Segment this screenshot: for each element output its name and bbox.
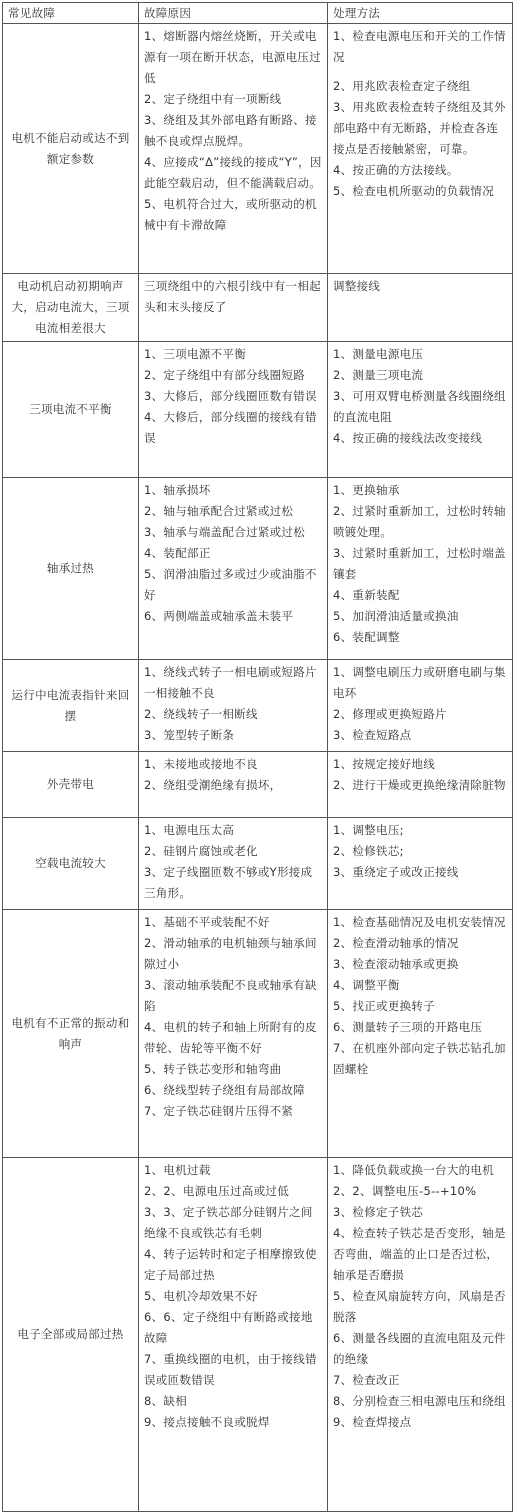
cause-line: 4、大修后，部分线圈的接线有错误 xyxy=(144,410,317,445)
fault-cell: 三项电流不平衡 xyxy=(3,342,139,478)
method-line: 5、检查电机所驱动的负载情况 xyxy=(333,184,495,198)
method-line: 调整接线 xyxy=(333,279,381,293)
table-row xyxy=(3,478,513,660)
table-body xyxy=(3,24,513,1512)
method-line: 6、装配调整 xyxy=(333,630,400,644)
cause-line: 2、滑动轴承的电机轴颈与轴承间隙过小 xyxy=(144,936,317,971)
method-cell xyxy=(328,342,513,478)
method-cell xyxy=(328,274,513,342)
method-cell xyxy=(328,1158,513,1512)
cause-cell xyxy=(139,910,328,1158)
cause-line: 1、三项电源不平衡 xyxy=(144,347,247,361)
method-line: 2、检查滑动轴承的情况 xyxy=(333,936,459,950)
method-line: 6、测量转子三项的开路电压 xyxy=(333,1020,483,1034)
fault-cell: 电机不能启动或达不到额定参数 xyxy=(3,24,139,274)
method-line: 8、分别检查三相电源电压和绕组 xyxy=(333,1394,506,1408)
fault-table xyxy=(2,2,513,1512)
cause-cell xyxy=(139,274,328,342)
fault-cell: 电机有不正常的振动和响声 xyxy=(3,910,139,1158)
cause-cell xyxy=(139,478,328,660)
fault-cell: 电动机启动初期响声大，启动电流大，三项电流相差很大 xyxy=(3,274,139,342)
cause-line: 7、重换线圈的电机，由于接线错误或匝数错误 xyxy=(144,1352,317,1387)
method-cell xyxy=(328,910,513,1158)
cause-cell xyxy=(139,752,328,818)
cause-cell xyxy=(139,1158,328,1512)
method-cell xyxy=(328,818,513,910)
method-line: 2、修理或更换短路片 xyxy=(333,707,447,721)
cause-line: 5、电机冷却效果不好 xyxy=(144,1289,258,1303)
cause-line: 3、笼型转子断条 xyxy=(144,728,235,742)
cause-line: 1、熔断器内熔丝烧断，开关或电源有一项在断开状态，电源电压过低 xyxy=(144,29,321,85)
cause-line: 1、电机过载 xyxy=(144,1163,211,1177)
method-line: 2、进行干燥或更换绝缘清除脏物 xyxy=(333,778,506,792)
blank-line xyxy=(333,68,507,76)
method-line: 1、降低负载或换一台大的电机 xyxy=(333,1163,495,1177)
method-line: 3、检查滚动轴承或更换 xyxy=(333,957,459,971)
cause-line: 3、滚动轴承装配不良或轴承有缺陷 xyxy=(144,978,317,1013)
cause-line: 7、定子铁芯硅钢片压得不紧 xyxy=(144,1104,294,1118)
cause-line: 3、3、定子铁芯部分硅钢片之间绝缘不良或铁芯有毛刺 xyxy=(144,1205,313,1240)
method-line: 1、检查电源电压和开关的工作情况 xyxy=(333,29,506,64)
method-cell xyxy=(328,24,513,274)
method-line: 1、更换轴承 xyxy=(333,483,400,497)
method-line: 5、检查风扇旋转方向，风扇是否脱落 xyxy=(333,1289,506,1324)
header-method: 处理方法 xyxy=(328,3,513,24)
table-row xyxy=(3,752,513,818)
cause-line: 5、电机符合过大，或所驱动的机械中有卡滞故障 xyxy=(144,197,317,232)
fault-cell: 电子全部或局部过热 xyxy=(3,1158,139,1512)
table-row xyxy=(3,910,513,1158)
fault-cell: 空载电流较大 xyxy=(3,818,139,910)
cause-line: 1、未接地或接地不良 xyxy=(144,757,258,771)
cause-line: 5、转子铁芯变形和轴弯曲 xyxy=(144,1062,282,1076)
table-row xyxy=(3,1158,513,1512)
method-line: 1、调整电压; xyxy=(333,823,404,837)
header-row xyxy=(3,3,513,24)
table-row xyxy=(3,660,513,752)
method-line: 2、过紧时重新加工，过松时转轴喷镀处理。 xyxy=(333,504,506,539)
cause-line: 2、绕线转子一相断线 xyxy=(144,707,258,721)
cause-line: 3、轴承与端盖配合过紧或过松 xyxy=(144,525,306,539)
table-row xyxy=(3,24,513,274)
method-line: 2、2、调整电压-5--+10% xyxy=(333,1184,477,1198)
cause-line: 4、转子运转时和定子相摩擦致使定子局部过热 xyxy=(144,1247,317,1282)
cause-line: 2、2、电源电压过高或过低 xyxy=(144,1184,290,1198)
cause-line: 8、缺相 xyxy=(144,1394,188,1408)
method-line: 3、检修定子铁芯 xyxy=(333,1205,424,1219)
method-line: 2、用兆欧表检查定子绕组 xyxy=(333,79,471,93)
method-line: 4、检查转子铁芯是否变形，轴是否弯曲，端盖的止口是否过松，轴承是否磨损 xyxy=(333,1226,506,1282)
method-line: 2、检修铁芯; xyxy=(333,844,404,858)
table-row xyxy=(3,274,513,342)
fault-cell: 外壳带电 xyxy=(3,752,139,818)
cause-line: 3、绕组及其外部电路有断路、接触不良或焊点脱焊。 xyxy=(144,113,317,148)
cause-line: 2、轴与轴承配合过紧或过松 xyxy=(144,504,294,518)
cause-cell xyxy=(139,818,328,910)
cause-cell xyxy=(139,342,328,478)
cause-line: 5、润滑油脂过多或过少或油脂不好 xyxy=(144,567,317,602)
cause-line: 2、绕组受潮绝缘有损坏， xyxy=(144,778,282,792)
cause-line: 4、应接成“Δ”接线的接成“Y”，因此能空载启动，但不能满载启动。 xyxy=(144,155,322,190)
method-line: 3、可用双臂电桥测量各线圈绕组的直流电阻 xyxy=(333,389,506,424)
cause-line: 4、装配部正 xyxy=(144,546,211,560)
fault-cell: 运行中电流表指针来回摆 xyxy=(3,660,139,752)
method-line: 6、测量各线圈的直流电阻及元件的绝缘 xyxy=(333,1331,506,1366)
cause-cell xyxy=(139,24,328,274)
method-line: 7、在机座外部向定子铁芯钻孔加固螺栓 xyxy=(333,1041,506,1076)
method-cell xyxy=(328,660,513,752)
cause-line: 2、硅钢片腐蚀或老化 xyxy=(144,844,258,858)
cause-line: 9、接点接触不良或脱焊 xyxy=(144,1415,270,1429)
header-fault: 常见故障 xyxy=(3,3,139,24)
method-line: 2、测量三项电流 xyxy=(333,368,424,382)
method-line: 5、加润滑油适量或换油 xyxy=(333,609,459,623)
method-cell xyxy=(328,752,513,818)
method-line: 4、调整平衡 xyxy=(333,978,400,992)
cause-line: 2、定子绕组中有部分线圈短路 xyxy=(144,368,306,382)
header-cause: 故障原因 xyxy=(139,3,328,24)
fault-cell: 轴承过热 xyxy=(3,478,139,660)
table-row xyxy=(3,342,513,478)
method-line: 1、按规定接好地线 xyxy=(333,757,436,771)
method-line: 3、检查短路点 xyxy=(333,728,412,742)
method-line: 3、过紧时重新加工，过松时端盖镶套 xyxy=(333,546,506,581)
method-line: 7、检查改正 xyxy=(333,1373,400,1387)
cause-line: 1、电源电压太高 xyxy=(144,823,235,837)
method-line: 4、重新装配 xyxy=(333,588,400,602)
cause-line: 6、绕线型转子绕组有局部故障 xyxy=(144,1083,306,1097)
table-row xyxy=(3,818,513,910)
method-line: 1、检查基础情况及电机安装情况 xyxy=(333,915,506,929)
method-line: 1、调整电刷压力或研磨电刷与集电环 xyxy=(333,665,506,700)
cause-line: 3、定子线圈匝数不够或Y形接成三角形。 xyxy=(144,865,313,900)
cause-line: 2、定子绕组中有一项断线 xyxy=(144,92,282,106)
method-line: 9、检查焊接点 xyxy=(333,1415,412,1429)
method-line: 1、测量电源电压 xyxy=(333,347,424,361)
cause-line: 3、大修后，部分线圈匝数有错误 xyxy=(144,389,317,403)
cause-line: 三项绕组中的六根引线中有一相起头和末头接反了 xyxy=(144,279,321,314)
cause-line: 1、绕线式转子一相电刷或短路片一相接触不良 xyxy=(144,665,317,700)
method-cell xyxy=(328,478,513,660)
cause-line: 6、两侧端盖或轴承盖未装平 xyxy=(144,609,294,623)
method-line: 4、按正确的方法接线。 xyxy=(333,163,459,177)
cause-line: 1、基础不平或装配不好 xyxy=(144,915,270,929)
cause-cell xyxy=(139,660,328,752)
method-line: 4、按正确的接线法改变接线 xyxy=(333,431,483,445)
method-line: 3、重绕定子或改正接线 xyxy=(333,865,459,879)
method-line: 3、用兆欧表检查转子绕组及其外部电路中有无断路，并检查各连接点是否接触紧密，可靠。 xyxy=(333,100,506,156)
cause-line: 4、电机的转子和轴上所附有的皮带轮、齿轮等平衡不好 xyxy=(144,1020,317,1055)
cause-line: 1、轴承损坏 xyxy=(144,483,211,497)
cause-line: 6、6、定子绕组中有断路或接地故障 xyxy=(144,1310,313,1345)
method-line: 5、找正或更换转子 xyxy=(333,999,436,1013)
